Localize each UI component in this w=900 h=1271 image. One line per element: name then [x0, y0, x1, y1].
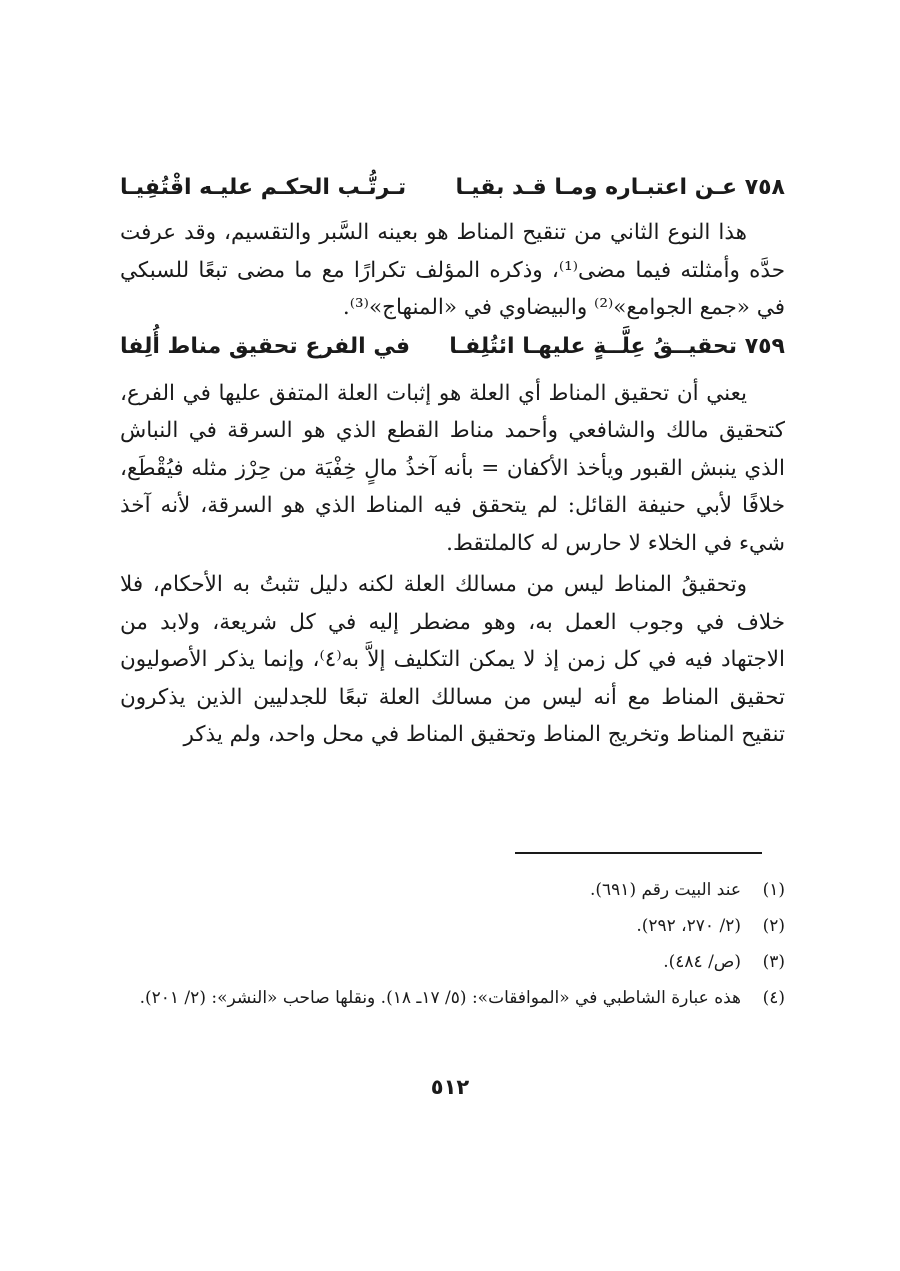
footnote-item [120, 980, 785, 1016]
footnote-text: عند البيت رقم (٦٩١). [590, 880, 741, 900]
verse-hemistich-second: في الفرع تحقيق مناط أُلِفا [120, 333, 411, 359]
footnotes [120, 872, 785, 1016]
footnote-item [120, 872, 785, 908]
footnote-number: (٢) [762, 916, 785, 936]
footnote-text: هذه عبارة الشاطبي في «الموافقات»: (٥/ ١٧ـ ١٨). ونقلها صاحب «النشر»: (٢/ ٢٠١). [139, 988, 741, 1008]
verse-hemistich-first: ٧٥٨ عـن اعتبـاره ومـا قـد بقيـا [455, 175, 785, 200]
verse-759 [120, 327, 785, 367]
commentary-paragraph: وتحقيقُ المناط ليس من مسالك العلة لكنه دليل تثبتُ به الأحكام، فلا خلاف في وجوب العمل به، وهو مضطر إليه في كل شريعة، ولابد من الاجتهاد فيه في كل زمن إذ لا يمكن التكليف إلاَّ به⁽٤⁾، وإنما يذكر الأصوليون تحقيق المناط مع أنه ليس من مسالك العلة تبعًا للجدليين الذين يذكرون تنقيح المناط وتخريج المناط وتحقيق المناط في محل واحد، ولم يذكر [120, 572, 785, 747]
commentary-paragraph: يعني أن تحقيق المناط أي العلة هو إثبات العلة المتفق عليها في الفرع، كتحقيق مالك والشافعي وأحمد مناط القطع الذي هو السرقة في النباش الذي ينبش القبور ويأخذ الأكفان = بأنه آخذُ مالٍ خِفْيَة من حِرْز مثله فيُقْطَع، خلافًا لأبي حنيفة القائل: لم يتحقق فيه المناط الذي هو السرقة، لأنه آخذ شيء في الخلاء لا حارس له كالملتقط. [120, 380, 785, 556]
footnote-text: (ص/ ٤٨٤). [663, 952, 741, 972]
footnote-item [120, 908, 785, 944]
main-text [120, 168, 785, 754]
verse-hemistich-first: ٧٥٩ تحقيــقُ عِلَّــةٍ عليهـا ائتُلِفـا [449, 333, 785, 359]
footnote-number: (٣) [762, 952, 785, 972]
footnote-number: (١) [762, 880, 785, 900]
verse-758 [120, 168, 785, 208]
commentary-paragraph: هذا النوع الثاني من تنقيح المناط هو بعينه السَّبر والتقسيم، وقد عرفت حدَّه وأمثلته فيما مضى⁽¹⁾، وذكره المؤلف تكرارًا مع ما مضى تبعًا للسبكي في «جمع الجوامع»⁽²⁾ والبيضاوي في «المنهاج»⁽³⁾. [120, 220, 785, 320]
footnote-text: (٢/ ٢٧٠، ٢٩٢). [636, 916, 741, 936]
footnote-number: (٤) [762, 988, 785, 1008]
footnote-divider [515, 852, 762, 854]
page-number: ٥١٢ [430, 1075, 470, 1099]
verse-hemistich-second: تـرتُّـب الحكـم عليـه اقْتُفِيـا [120, 175, 407, 200]
footnote-item [120, 944, 785, 980]
